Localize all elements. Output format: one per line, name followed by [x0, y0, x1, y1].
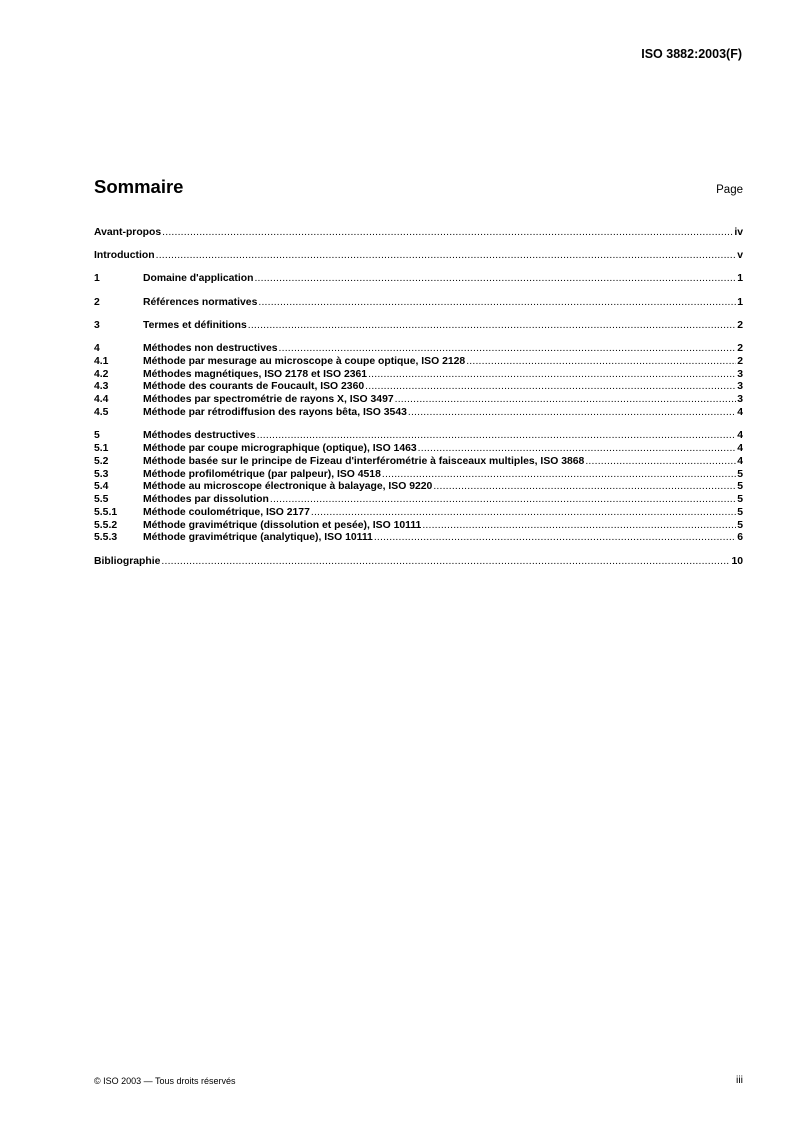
toc-entry-number: 1 [94, 273, 100, 285]
toc-dot-leader [466, 356, 736, 369]
toc-entry[interactable] [94, 356, 743, 369]
toc-dot-leader [382, 469, 736, 482]
toc-entry[interactable] [94, 297, 743, 310]
toc-dot-leader [311, 507, 736, 520]
toc-dot-leader [368, 369, 736, 382]
toc-entry[interactable] [94, 343, 743, 356]
toc-entry-page: 10 [731, 555, 743, 567]
toc-entry-number: 5.2 [94, 455, 109, 467]
toc-entry-page: 2 [737, 319, 743, 331]
toc-entry[interactable] [94, 250, 743, 263]
toc-entry-title: Introduction [94, 250, 155, 262]
toc-entry[interactable] [94, 494, 743, 507]
toc-entry[interactable] [94, 520, 743, 533]
toc-entry-title: Méthode profilométrique (par palpeur), ISO 4518 [143, 468, 381, 480]
toc-entry[interactable] [94, 556, 743, 569]
toc-entry-page: v [737, 250, 743, 262]
toc-entry-number: 5.1 [94, 442, 109, 454]
toc-entry[interactable] [94, 456, 743, 469]
toc-entry[interactable] [94, 273, 743, 286]
toc-entry-number: 4.2 [94, 368, 109, 380]
toc-entry-number: 5 [94, 430, 100, 442]
toc-entry-title: Méthode par mesurage au microscope à coupe optique, ISO 2128 [143, 355, 466, 367]
toc-entry-page: 5 [737, 481, 743, 493]
toc-entry-number: 4.1 [94, 355, 109, 367]
toc-entry-title: Méthode gravimétrique (dissolution et pesée), ISO 10111 [143, 519, 422, 531]
toc-entry-title: Méthode des courants de Foucault, ISO 2360 [143, 381, 365, 393]
toc-entry-title: Références normatives [143, 296, 258, 308]
toc-entry-title: Avant-propos [94, 227, 162, 238]
toc-entry-title: Bibliographie [94, 555, 161, 567]
toc-entry-title: Méthode par rétrodiffusion des rayons bêta, ISO 3543 [143, 406, 407, 418]
toc-entry-page: 1 [737, 296, 743, 308]
toc-entry-page: 1 [737, 273, 743, 285]
toc-entry-title: Méthodes magnétiques, ISO 2178 et ISO 2361 [143, 368, 368, 380]
toc-dot-leader [156, 250, 737, 263]
toc-entry-page: 4 [737, 455, 743, 467]
toc-entry-page: 3 [737, 394, 743, 406]
footer-page-number: iii [736, 1074, 743, 1086]
footer-copyright: © ISO 2003 — Tous droits réservés [94, 1076, 236, 1086]
toc-dot-leader [585, 456, 736, 469]
toc-entry-page: 2 [737, 342, 743, 354]
toc-dot-leader [162, 227, 733, 240]
toc-entry-title: Méthodes non destructives [143, 342, 278, 354]
toc-entry-title: Méthodes par spectrométrie de rayons X, ISO 3497 [143, 394, 394, 406]
document-id: ISO 3882:2003(F) [641, 47, 742, 61]
toc-entry-page: 4 [737, 442, 743, 454]
toc-page-column-label: Page [716, 184, 743, 196]
toc-entry-number: 5.3 [94, 468, 109, 480]
toc-dot-leader [374, 532, 736, 545]
toc-entry[interactable] [94, 227, 743, 240]
toc-entry-title: Domaine d'application [143, 273, 254, 285]
toc-entry-title: Méthode au microscope électronique à balayage, ISO 9220 [143, 481, 433, 493]
toc-entry-page: 6 [737, 532, 743, 544]
toc-entry-page: 5 [737, 494, 743, 506]
toc-entry[interactable] [94, 532, 743, 545]
toc-entry[interactable] [94, 469, 743, 482]
table-of-contents [94, 227, 743, 568]
toc-entry-title: Méthodes destructives [143, 430, 256, 442]
toc-dot-leader [270, 494, 736, 507]
toc-dot-leader [395, 394, 737, 407]
toc-dot-leader [418, 443, 737, 456]
toc-entry-page: 3 [737, 368, 743, 380]
toc-entry-page: 3 [737, 381, 743, 393]
toc-entry-page: 4 [737, 406, 743, 418]
toc-entry-title: Termes et définitions [143, 319, 247, 331]
toc-entry-number: 5.5.1 [94, 506, 118, 518]
toc-heading-row [94, 176, 743, 198]
toc-entry[interactable] [94, 443, 743, 456]
toc-entry-number: 4.5 [94, 406, 109, 418]
toc-entry[interactable] [94, 430, 743, 443]
toc-entry-title: Méthode gravimétrique (analytique), ISO 10111 [143, 532, 373, 544]
toc-entry-page: 5 [737, 506, 743, 518]
toc-dot-leader [257, 430, 737, 443]
toc-entry-number: 4.4 [94, 394, 109, 406]
toc-entry-number: 5.5.3 [94, 532, 118, 544]
toc-dot-leader [365, 381, 736, 394]
toc-entry-page: 2 [737, 355, 743, 367]
toc-entry-number: 3 [94, 319, 100, 331]
toc-dot-leader [254, 273, 736, 286]
toc-dot-leader [279, 343, 737, 356]
toc-entry-title: Méthode coulométrique, ISO 2177 [143, 506, 310, 518]
toc-dot-leader [422, 520, 736, 533]
toc-entry-title: Méthodes par dissolution [143, 494, 269, 506]
toc-entry-page: 5 [737, 519, 743, 531]
toc-entry-title: Méthode basée sur le principe de Fizeau d'interférométrie à faisceaux multiples, ISO 3868 [143, 455, 585, 467]
toc-entry[interactable] [94, 507, 743, 520]
toc-entry-title: Méthode par coupe micrographique (optique), ISO 1463 [143, 442, 417, 454]
toc-entry[interactable] [94, 394, 743, 407]
toc-heading-title: Sommaire [94, 176, 184, 197]
toc-dot-leader [408, 407, 736, 420]
toc-entry-page: iv [734, 227, 743, 238]
toc-entry-number: 5.5.2 [94, 519, 118, 531]
toc-entry-number: 4 [94, 342, 100, 354]
toc-dot-leader [248, 320, 736, 333]
toc-entry[interactable] [94, 381, 743, 394]
toc-entry-page: 4 [737, 430, 743, 442]
toc-entry[interactable] [94, 481, 743, 494]
toc-dot-leader [258, 297, 736, 310]
toc-entry-page: 5 [737, 468, 743, 480]
toc-entry[interactable] [94, 407, 743, 420]
toc-entry[interactable] [94, 320, 743, 333]
toc-entry-number: 2 [94, 296, 100, 308]
toc-entry-number: 5.4 [94, 481, 109, 493]
toc-dot-leader [433, 481, 736, 494]
toc-entry[interactable] [94, 369, 743, 382]
toc-entry-number: 4.3 [94, 381, 109, 393]
toc-dot-leader [161, 556, 730, 569]
toc-entry-number: 5.5 [94, 494, 109, 506]
